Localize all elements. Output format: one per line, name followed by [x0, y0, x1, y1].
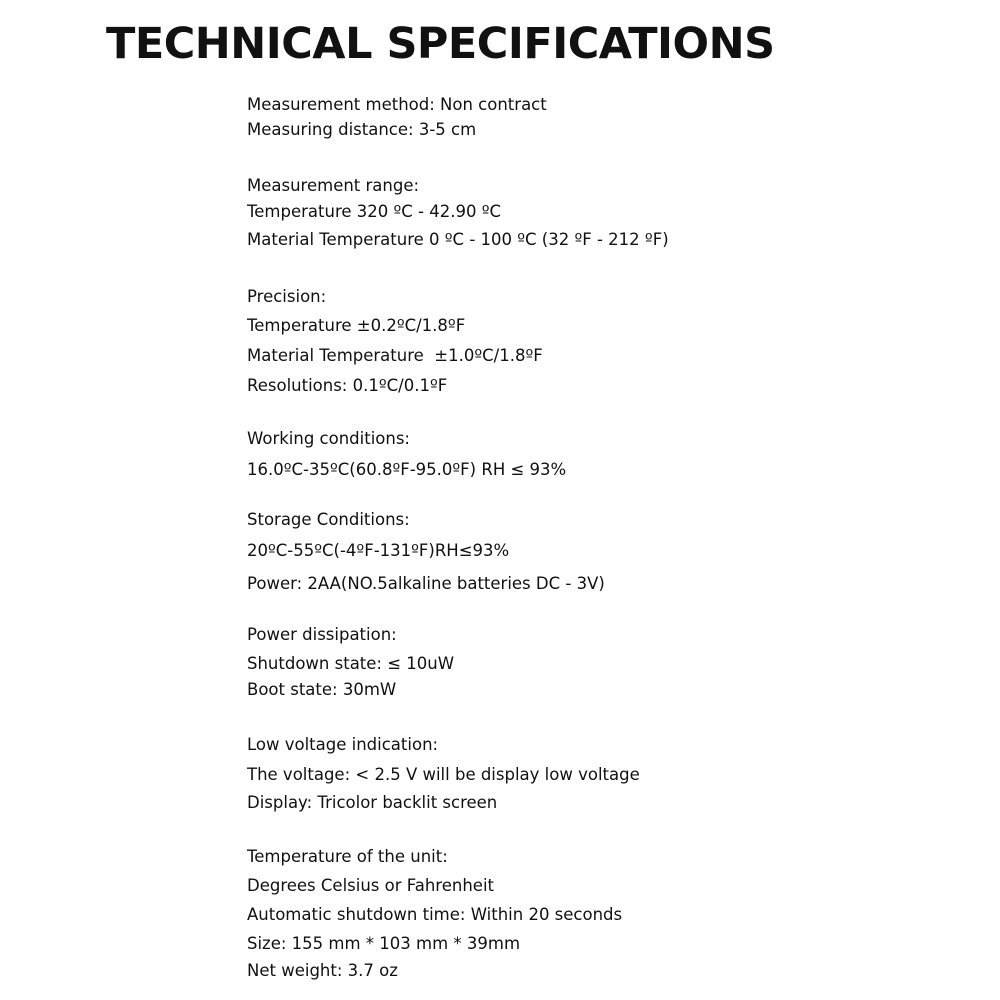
spec-boot-state: Boot state: 30mW [247, 680, 397, 699]
spec-net-weight: Net weight: 3.7 oz [247, 961, 398, 980]
spec-size: Size: 155 mm * 103 mm * 39mm [247, 934, 521, 953]
spec-display: Display: Tricolor backlit screen [247, 793, 498, 812]
spec-temperature-range: Temperature 320 ºC - 42.90 ºC [247, 202, 502, 221]
page-title: TECHNICAL SPECIFICATIONS [106, 19, 775, 69]
section-heading-measurement-range: Measurement range: [247, 176, 420, 195]
spec-material-temperature-range: Material Temperature 0 ºC - 100 ºC (32 ºF - 212 ºF) [247, 230, 669, 249]
spec-resolutions: Resolutions: 0.1ºC/0.1ºF [247, 376, 448, 395]
spec-temperature-unit: Degrees Celsius or Fahrenheit [247, 876, 494, 895]
section-heading-working-conditions: Working conditions: [247, 429, 410, 448]
spec-storage-conditions: 20ºC-55ºC(-4ºF-131ºF)RH≤93% [247, 541, 510, 560]
spec-temperature-precision: Temperature ±0.2ºC/1.8ºF [247, 316, 466, 335]
spec-measurement-method: Measurement method: Non contract [247, 95, 547, 114]
spec-measuring-distance: Measuring distance: 3-5 cm [247, 120, 477, 139]
spec-shutdown-state: Shutdown state: ≤ 10uW [247, 654, 455, 673]
spec-low-voltage: The voltage: < 2.5 V will be display low voltage [247, 765, 640, 784]
spec-power: Power: 2AA(NO.5alkaline batteries DC - 3V) [247, 574, 605, 593]
spec-working-conditions: 16.0ºC-35ºC(60.8ºF-95.0ºF) RH ≤ 93% [247, 460, 567, 479]
section-heading-low-voltage-indication: Low voltage indication: [247, 735, 439, 754]
section-heading-precision: Precision: [247, 287, 327, 306]
section-heading-storage-conditions: Storage Conditions: [247, 510, 410, 529]
spec-automatic-shutdown: Automatic shutdown time: Within 20 seconds [247, 905, 623, 924]
spec-material-temperature-precision: Material Temperature ±1.0ºC/1.8ºF [247, 346, 543, 365]
section-heading-temperature-unit: Temperature of the unit: [247, 847, 448, 866]
section-heading-power-dissipation: Power dissipation: [247, 625, 397, 644]
